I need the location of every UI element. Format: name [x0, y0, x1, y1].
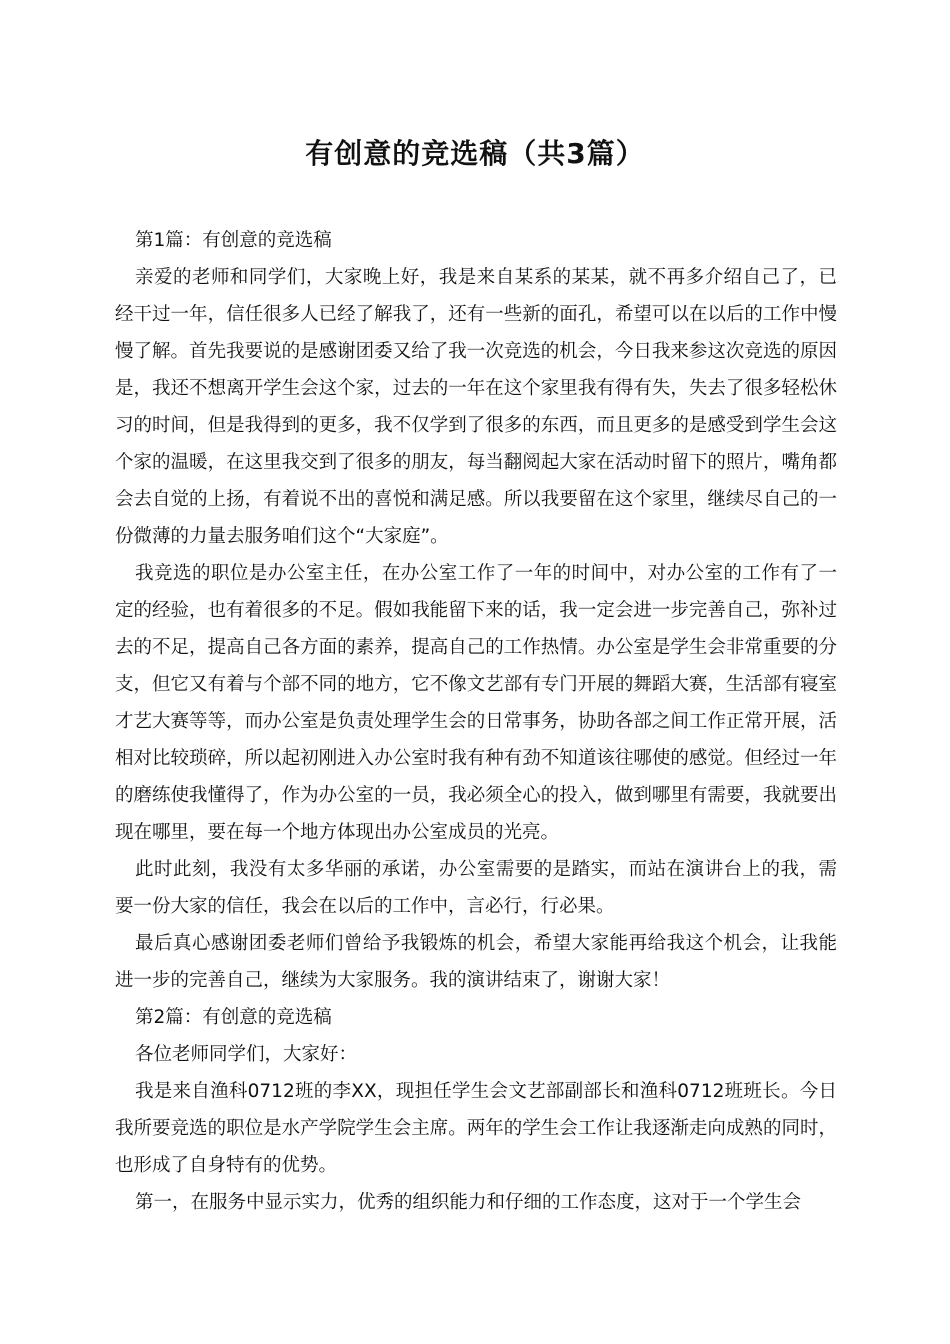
paragraph: 此时此刻，我没有太多华丽的承诺，办公室需要的是踏实，而站在演讲台上的我，需要一份大家的信任，我会在以后的工作中，言必行，行必果。 — [115, 859, 837, 917]
paragraph: 我是来自渔科0712班的李XX，现担任学生会文艺部副部长和渔科0712班班长。今日我所要竞选的职位是水产学院学生会主席。两年的学生会工作让我逐渐走向成熟的同时，也形成了自身特有的优势。 — [115, 1081, 837, 1176]
paragraph: 最后真心感谢团委老师们曾给予我锻炼的机会，希望大家能再给我这个机会，让我能进一步的完善自己，继续为大家服务。我的演讲结束了，谢谢大家！ — [115, 933, 837, 991]
paragraph: 各位老师同学们，大家好： — [135, 1044, 358, 1065]
document-title: 有创意的竞选稿（共3篇） — [305, 137, 645, 170]
paragraph: 第一，在服务中显示实力，优秀的组织能力和仔细的工作态度，这对于一个学生会 — [135, 1192, 802, 1213]
document-body — [115, 222, 837, 1221]
paragraph: 我竞选的职位是办公室主任，在办公室工作了一年的时间中，对办公室的工作有了一定的经验，也有着很多的不足。假如我能留下来的话，我一定会进一步完善自己，弥补过去的不足，提高自己各方面的素养，提高自己的工作热情。办公室是学生会非常重要的分支，但它又有着与个部不同的地方，它不像文艺部有专门开展的舞蹈大赛，生活部有寝室才艺大赛等等，而办公室是负责处理学生会的日常事务，协助各部之间工作正常开展，活相对比较琐碎，所以起初刚进入办公室时我有种有劲不知道该往哪使的感觉。但经过一年的磨练使我懂得了，作为办公室的一员，我必须全心的投入，做到哪里有需要，我就要出现在哪里，要在每一个地方体现出办公室成员的光亮。 — [115, 563, 837, 843]
section-heading: 第2篇：有创意的竞选稿 — [135, 1007, 332, 1028]
paragraph: 亲爱的老师和同学们，大家晚上好，我是来自某系的某某，就不再多介绍自己了，已经干过一年，信任很多人已经了解我了，还有一些新的面孔，希望可以在以后的工作中慢慢了解。首先我要说的是感谢团委又给了我一次竞选的机会，今日我来参这次竞选的原因是，我还不想离开学生会这个家，过去的一年在这个家里我有得有失，失去了很多轻松休习的时间，但是我得到的更多，我不仅学到了很多的东西，而且更多的是感受到学生会这个家的温暖，在这里我交到了很多的朋友，每当翻阅起大家在活动时留下的照片，嘴角都会去自觉的上扬，有着说不出的喜悦和满足感。所以我要留在这个家里，继续尽自己的一份微薄的力量去服务咱们这个“大家庭”。 — [115, 267, 837, 547]
section-heading: 第1篇：有创意的竞选稿 — [135, 230, 332, 251]
